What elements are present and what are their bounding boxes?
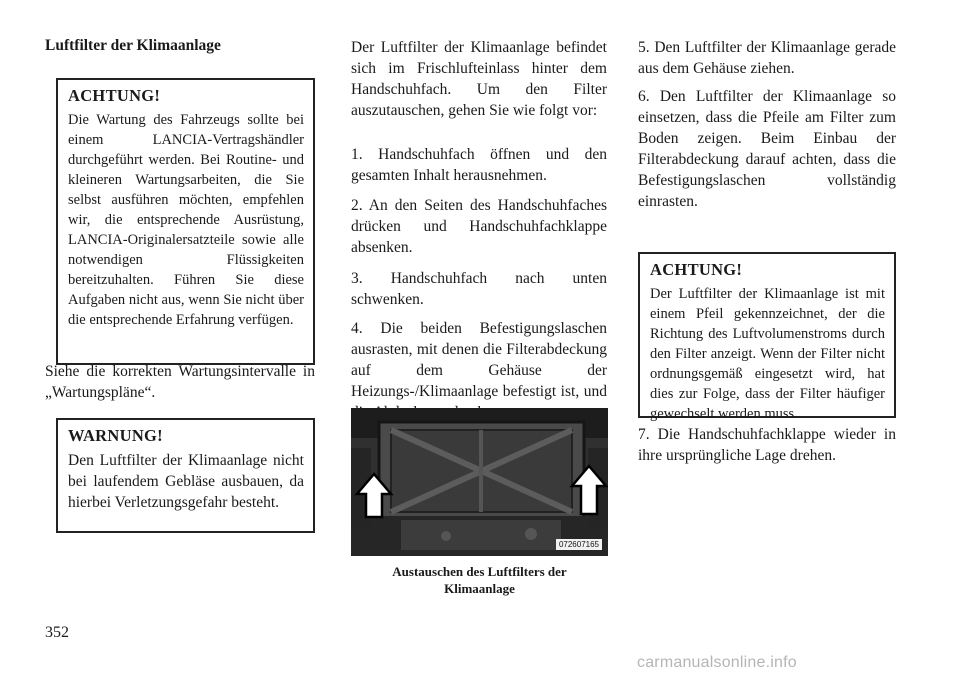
intro-paragraph: Der Luftfilter der Klimaanlage befindet sich im Frischlufteinlass hinter dem Handschuhfach. Um den Filter auszutauschen, gehen Sie wie folgt vor: bbox=[351, 39, 607, 119]
intervals-note: Siehe die korrekten Wartungsintervalle in „Wartungspläne“. bbox=[45, 363, 315, 401]
caution-text-2: Der Luftfilter der Klimaanlage ist mit einem Pfeil gekennzeichnet, der die Richtung des Luftvolumenstroms durch den Filter anzeigt. Wenn der Filter nicht ordnungsgemäß eingesetzt wird, hat dies zur Folge, dass der Filter häufiger gewechselt werden muss. bbox=[650, 286, 885, 422]
figure-caption bbox=[351, 563, 608, 597]
caution-box-2 bbox=[638, 252, 896, 422]
caution-heading-2: ACHTUNG! bbox=[650, 260, 743, 279]
step-3: 3. Handschuhfach nach unten schwenken. bbox=[351, 270, 607, 308]
filter-housing-illustration bbox=[351, 408, 608, 556]
caption-line-2: Klimaanlage bbox=[444, 581, 515, 596]
caution-box-1 bbox=[56, 78, 315, 365]
figure-code: 072607165 bbox=[556, 539, 602, 550]
step-2: 2. An den Seiten des Handschuhfaches drücken und Handschuhfachklappe absenken. bbox=[351, 197, 607, 256]
section-title: Luftfilter der Klimaanlage bbox=[45, 37, 221, 54]
warning-heading: WARNUNG! bbox=[68, 426, 163, 445]
filter-figure bbox=[351, 408, 608, 556]
step-5: 5. Den Luftfilter der Klimaanlage gerade aus dem Gehäuse ziehen. bbox=[638, 39, 896, 77]
caption-line-1: Austauschen des Luftfilters der bbox=[392, 564, 567, 579]
step-1: 1. Handschuhfach öffnen und den gesamten Inhalt herausnehmen. bbox=[351, 146, 607, 184]
step-6: 6. Den Luftfilter der Klimaanlage so einsetzen, dass die Pfeile am Filter zum Boden zeigen. Beim Einbau der Filterabdeckung darauf achten, dass die Befestigungslaschen vollständig einrasten. bbox=[638, 88, 896, 210]
page-number: 352 bbox=[45, 624, 69, 641]
caution-heading: ACHTUNG! bbox=[68, 86, 161, 105]
warning-box bbox=[56, 418, 315, 533]
watermark: carmanualsonline.info bbox=[637, 654, 797, 671]
step-7: 7. Die Handschuhfachklappe wieder in ihre ursprüngliche Lage drehen. bbox=[638, 426, 896, 464]
step-4: 4. Die beiden Befestigungslaschen ausrasten, mit denen die Filterabdeckung auf dem Gehäuse der Heizungs-/Klimaanlage befestigt ist, und bbox=[351, 320, 607, 400]
caution-text: Die Wartung des Fahrzeugs sollte bei einem LANCIA-Vertragshändler durchgeführt werden. Bei Routine- und kleineren Wartungsarbeiten, die Sie selbst ausführen möchten, empfehlen wir, die entsprechende Ausrüstung, LANCIA-Originalersatzteile sowie alle notwendigen Flüssigkeiten bereitzuhalten. Führen Sie diese Aufgaben nicht aus, wenn Sie nicht über die entsprechende Erfahrung verfügen. bbox=[68, 112, 304, 328]
warning-text: Den Luftfilter der Klimaanlage nicht bei laufendem Gebläse ausbauen, da hierbei Verletzungsgefahr besteht. bbox=[68, 452, 304, 511]
